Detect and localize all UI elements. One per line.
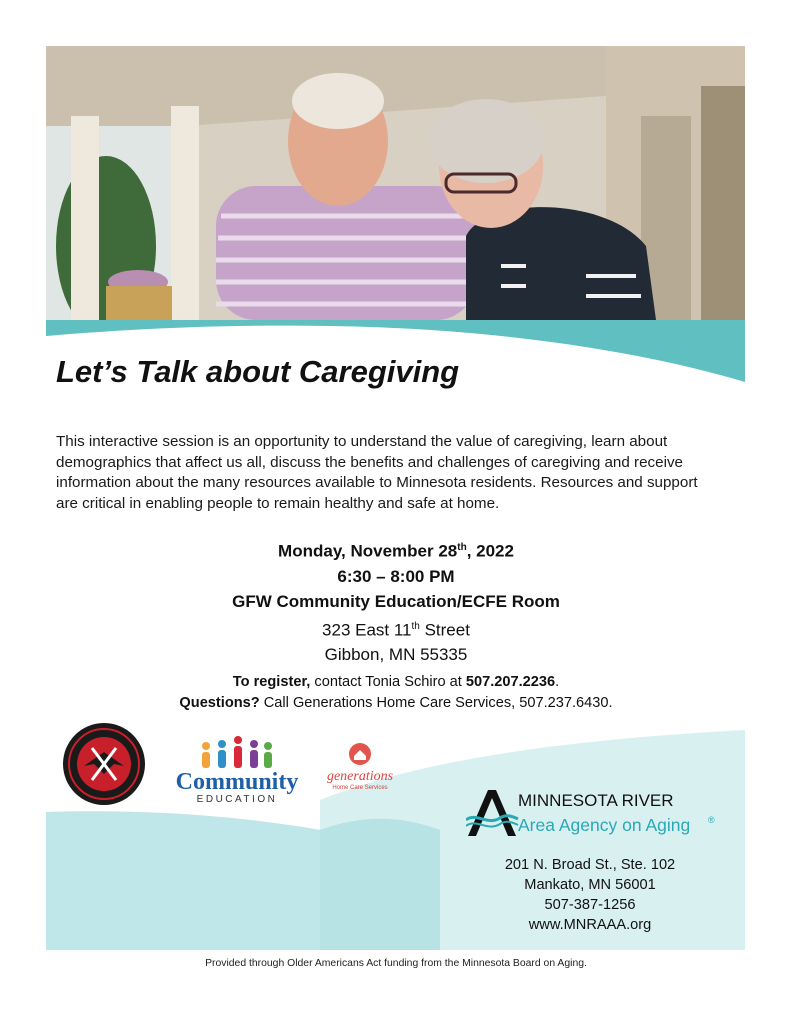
event-city: Gibbon, MN 55335	[324, 645, 468, 665]
minnesota-river-aaa-logo	[466, 786, 736, 840]
river-a-icon	[468, 790, 516, 836]
generations-wordmark: generations	[326, 769, 394, 784]
register-phone: 507.207.2236	[465, 674, 556, 690]
questions-line: Questions? Call Generations Home Care Services, 507.237.6430.	[179, 694, 613, 711]
people-icon	[202, 736, 272, 768]
registration-info	[0, 672, 792, 713]
mnr-registered: ®	[708, 815, 715, 825]
education-wordmark: EDUCATION	[196, 794, 278, 805]
mnr-line2: Area Agency on Aging	[518, 815, 691, 835]
intro-line: information about the many resources available to Minnesota residents. Resources and support	[56, 474, 698, 491]
event-time: 6:30 – 8:00 PM	[337, 566, 455, 586]
agency-address	[470, 855, 710, 935]
couple-photo	[46, 46, 745, 320]
mnr-line1: MINNESOTA RIVER	[518, 791, 674, 810]
intro-line: demographics that affect us all, discuss the benefits and challenges of caregiving and receive	[56, 453, 684, 471]
intro-line: This interactive session is an opportunity to understand the value of caregiving, learn about	[56, 433, 668, 450]
intro-line: are critical in enabling people to remain healthy and safe at home.	[56, 494, 500, 512]
page-title: Let’s Talk about Caregiving	[56, 354, 460, 389]
event-details	[0, 535, 792, 667]
community-wordmark: Community	[175, 769, 299, 795]
funding-footer: Provided through Older Americans Act funding from the Minnesota Board on Aging.	[205, 958, 587, 969]
address-line: Mankato, MN 56001	[524, 877, 656, 893]
generations-subtitle: Home Care Services	[332, 785, 388, 791]
register-line: To register, contact Tonia Schiro at 507.207.2236.	[232, 674, 560, 690]
intro-paragraph	[56, 432, 726, 514]
address-phone: 507-387-1256	[544, 897, 636, 913]
address-website[interactable]: www.MNRAAA.org	[528, 917, 652, 933]
event-street: 323 East 11th Street	[322, 620, 470, 640]
thunderbirds-seal-logo	[62, 722, 146, 806]
event-date: Monday, November 28th, 2022	[278, 541, 514, 561]
community-education-logo	[160, 736, 315, 806]
event-venue: GFW Community Education/ECFE Room	[232, 591, 560, 611]
address-line: 201 N. Broad St., Ste. 102	[504, 857, 676, 873]
generations-logo	[318, 742, 402, 792]
